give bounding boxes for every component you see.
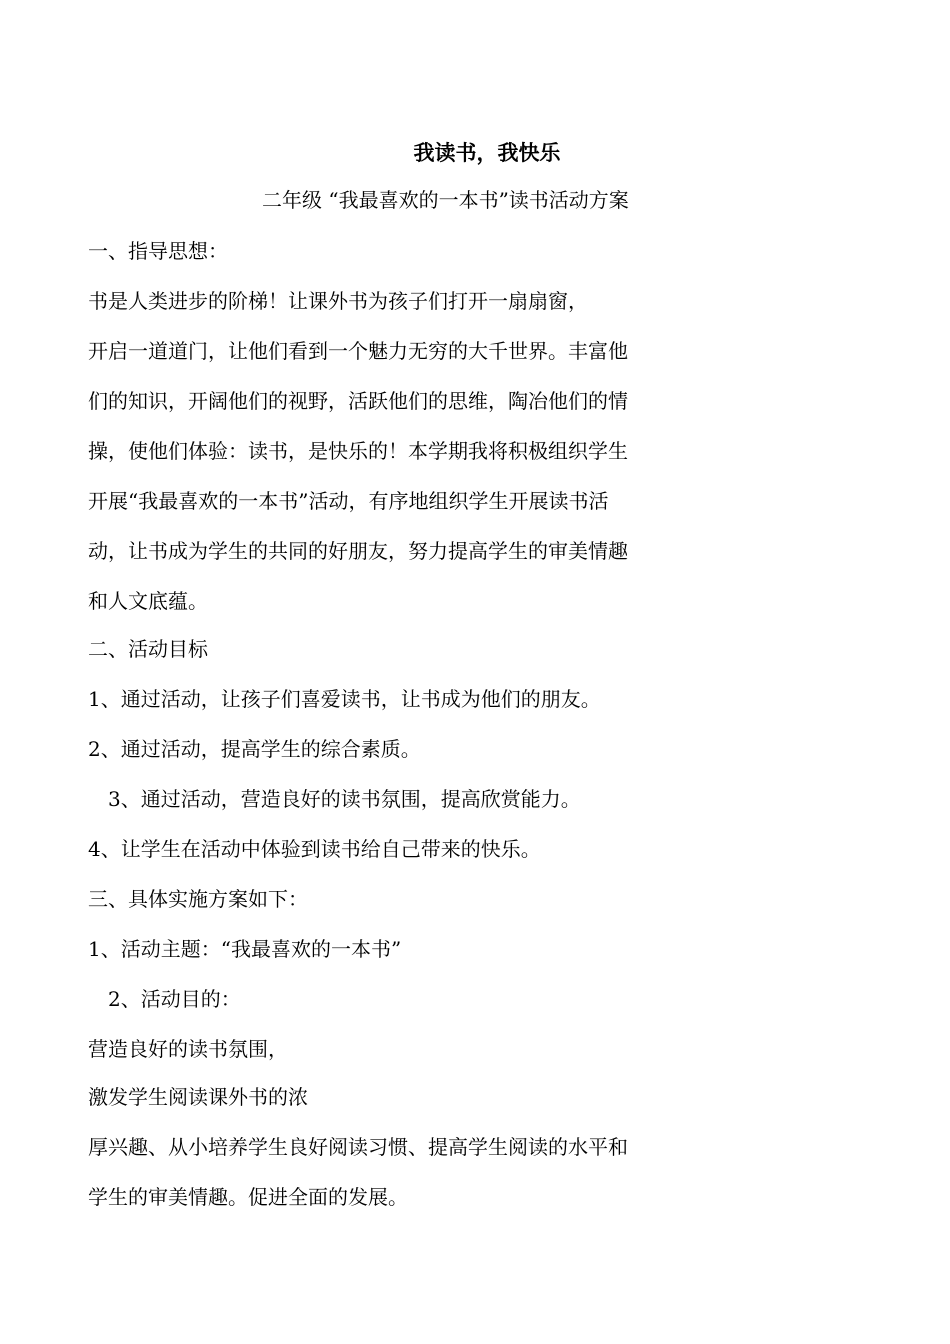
list-item: 1、活动主题：“我最喜欢的一本书” — [88, 937, 402, 961]
list-item: 2、通过活动，提高学生的综合素质。 — [88, 737, 421, 761]
paragraph-line: 激发学生阅读课外书的浓 — [88, 1085, 308, 1109]
paragraph-line: 开展“我最喜欢的一本书”活动，有序地组织学生开展读书活 — [88, 489, 609, 513]
list-item: 1、通过活动，让孩子们喜爱读书，让书成为他们的朋友。 — [88, 687, 601, 711]
list-item: 3、通过活动，营造良好的读书氛围，提高欣赏能力。 — [108, 787, 581, 811]
paragraph-line: 开启一道道门，让他们看到一个魅力无穷的大千世界。丰富他 — [88, 339, 628, 363]
paragraph-line: 和人文底蕴。 — [88, 589, 208, 613]
paragraph-line: 书是人类进步的阶梯！让课外书为孩子们打开一扇扇窗， — [88, 289, 588, 313]
section-heading-3: 三、具体实施方案如下： — [88, 887, 308, 911]
document-title: 我读书，我快乐 — [413, 140, 561, 165]
section-heading-1: 一、指导思想： — [88, 239, 228, 263]
paragraph-line: 们的知识，开阔他们的视野，活跃他们的思维，陶冶他们的情 — [88, 389, 628, 413]
list-item: 2、活动目的： — [108, 987, 241, 1011]
document-subtitle: 二年级 “我最喜欢的一本书”读书活动方案 — [262, 188, 629, 212]
section-heading-2: 二、活动目标 — [88, 637, 208, 661]
paragraph-line: 学生的审美情趣。促进全面的发展。 — [88, 1185, 408, 1209]
paragraph-line: 操，使他们体验：读书，是快乐的！本学期我将积极组织学生 — [88, 439, 628, 463]
paragraph-line: 动，让书成为学生的共同的好朋友，努力提高学生的审美情趣 — [88, 539, 628, 563]
paragraph-line: 营造良好的读书氛围， — [88, 1037, 288, 1061]
list-item: 4、让学生在活动中体验到读书给自己带来的快乐。 — [88, 837, 541, 861]
paragraph-line: 厚兴趣、从小培养学生良好阅读习惯、提高学生阅读的水平和 — [88, 1135, 628, 1159]
